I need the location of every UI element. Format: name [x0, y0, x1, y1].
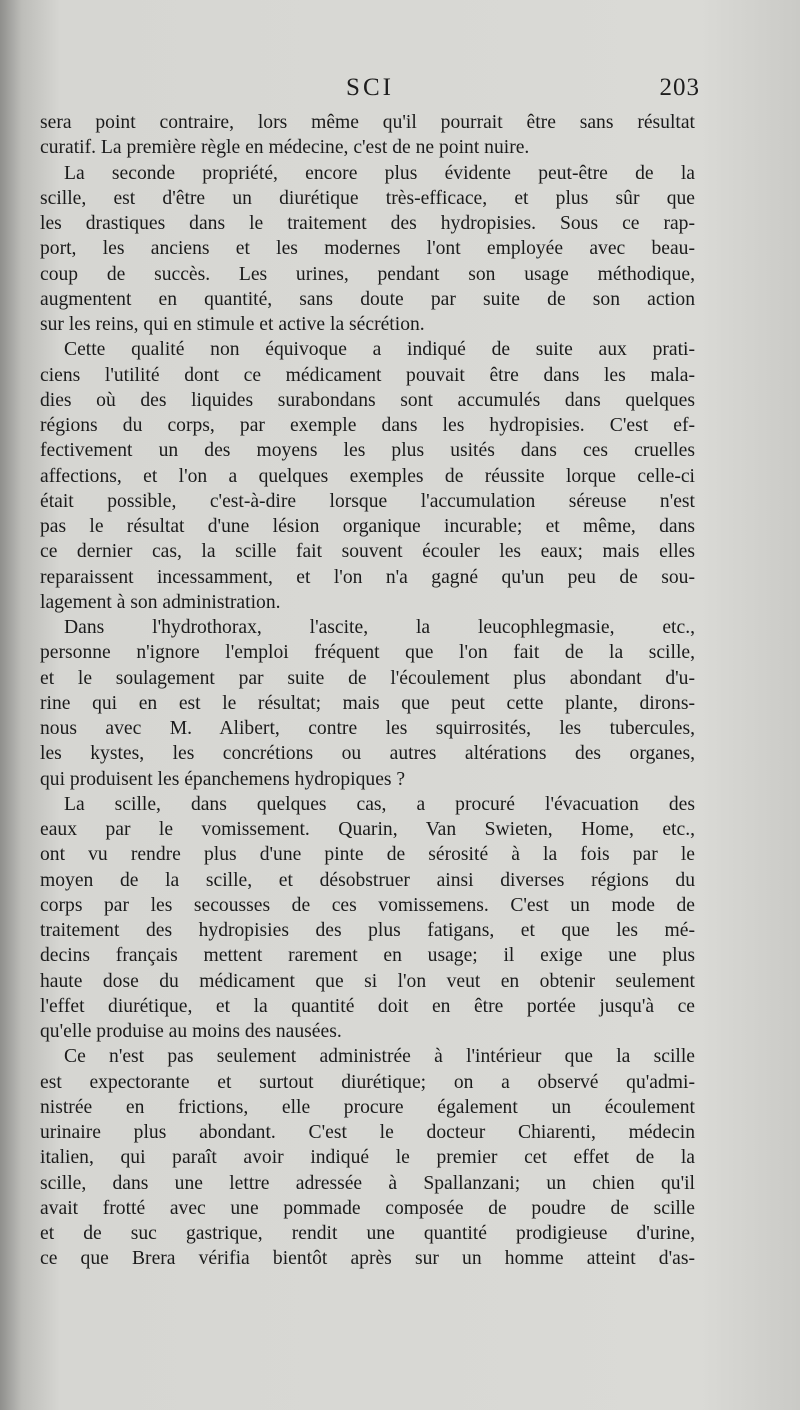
- text-line: avait frotté avec une pommade composée de poudre de scille: [40, 1197, 695, 1219]
- text-line: et de suc gastrique, rendit une quantité prodigieuse d'urine,: [40, 1223, 695, 1244]
- text-line: est expectorante et surtout diurétique; on a observé qu'admi-: [40, 1071, 695, 1093]
- text-line: et le soulagement par suite de l'écoulement plus abondant d'u-: [40, 667, 695, 689]
- text-line: l'effet diurétique, et la quantité doit en être portée jusqu'à ce: [40, 995, 695, 1017]
- text-line: était possible, c'est-à-dire lorsque l'accumulation séreuse n'est: [40, 490, 695, 512]
- text-line: scille, est d'être un diurétique très-efficace, et plus sûr que: [40, 187, 695, 209]
- running-head: SCI: [346, 74, 394, 101]
- text-line: La scille, dans quelques cas, a procuré l'évacuation des: [64, 793, 695, 815]
- page-header: [40, 74, 700, 108]
- text-line: qui produisent les épanchemens hydropiques ?: [40, 768, 406, 790]
- text-line: coup de succès. Les urines, pendant son usage méthodique,: [40, 263, 695, 285]
- text-line: Ce n'est pas seulement administrée à l'intérieur que la scille: [64, 1046, 695, 1068]
- text-line: rine qui en est le résultat; mais que peut cette plante, dirons-: [40, 692, 695, 714]
- text-line: les kystes, les concrétions ou autres altérations des organes,: [40, 743, 695, 765]
- text-line: fectivement un des moyens les plus usités dans ces cruelles: [40, 440, 695, 462]
- text-line: nous avec M. Alibert, contre les squirrosités, les tubercules,: [40, 718, 695, 739]
- text-line: affections, et l'on a quelques exemples de réussite lorque celle-ci: [40, 465, 695, 487]
- text-line: dies où des liquides surabondans sont accumulés dans quelques: [40, 389, 695, 411]
- text-line: ont vu rendre plus d'une pinte de sérosité à la fois par le: [40, 844, 695, 866]
- text-line: Cette qualité non équivoque a indiqué de suite aux prati-: [64, 339, 695, 361]
- text-line: port, les anciens et les modernes l'ont employée avec beau-: [40, 238, 695, 260]
- text-line: corps par les secousses de ces vomissemens. C'est un mode de: [40, 894, 695, 916]
- text-line: ciens l'utilité dont ce médicament pouvait être dans les mala-: [40, 364, 695, 386]
- text-line: sera point contraire, lors même qu'il pourrait être sans résultat: [40, 112, 695, 133]
- text-line: Dans l'hydrothorax, l'ascite, la leucophlegmasie, etc.,: [64, 617, 695, 638]
- text-line: italien, qui paraît avoir indiqué le premier cet effet de la: [40, 1147, 695, 1169]
- page-number: 203: [659, 74, 700, 101]
- text-line: les drastiques dans le traitement des hydropisies. Sous ce rap-: [40, 213, 695, 234]
- text-line: haute dose du médicament que si l'on veut en obtenir seulement: [40, 970, 695, 992]
- text-line: nistrée en frictions, elle procure également un écoulement: [40, 1096, 695, 1118]
- text-line: curatif. La première règle en médecine, c'est de ne point nuire.: [40, 137, 530, 159]
- text-line: reparaissent incessamment, et l'on n'a gagné qu'un peu de sou-: [40, 566, 695, 588]
- text-line: qu'elle produise au moins des nausées.: [40, 1021, 342, 1042]
- text-line: ce que Brera vérifia bientôt après sur un homme atteint d'as-: [40, 1248, 695, 1270]
- text-line: ce dernier cas, la scille fait souvent écouler les eaux; mais elles: [40, 541, 695, 563]
- body-text: [40, 110, 695, 1272]
- text-line: eaux par le vomissement. Quarin, Van Swieten, Home, etc.,: [40, 819, 695, 840]
- text-line: régions du corps, par exemple dans les hydropisies. C'est ef-: [40, 415, 695, 436]
- text-line: urinaire plus abondant. C'est le docteur Chiarenti, médecin: [40, 1122, 695, 1143]
- text-line: scille, dans une lettre adressée à Spallanzani; un chien qu'il: [40, 1172, 695, 1194]
- text-line: moyen de la scille, et désobstruer ainsi diverses régions du: [40, 869, 695, 891]
- text-line: sur les reins, qui en stimule et active la sécrétion.: [40, 314, 425, 335]
- text-line: augmentent en quantité, sans doute par suite de son action: [40, 288, 695, 310]
- text-line: La seconde propriété, encore plus évidente peut-être de la: [64, 162, 695, 184]
- text-line: traitement des hydropisies des plus fatigans, et que les mé-: [40, 920, 695, 941]
- text-line: personne n'ignore l'emploi fréquent que l'on fait de la scille,: [40, 642, 695, 664]
- text-line: lagement à son administration.: [40, 591, 281, 613]
- text-line: decins français mettent rarement en usage; il exige une plus: [40, 945, 695, 967]
- text-line: pas le résultat d'une lésion organique incurable; et même, dans: [40, 516, 695, 537]
